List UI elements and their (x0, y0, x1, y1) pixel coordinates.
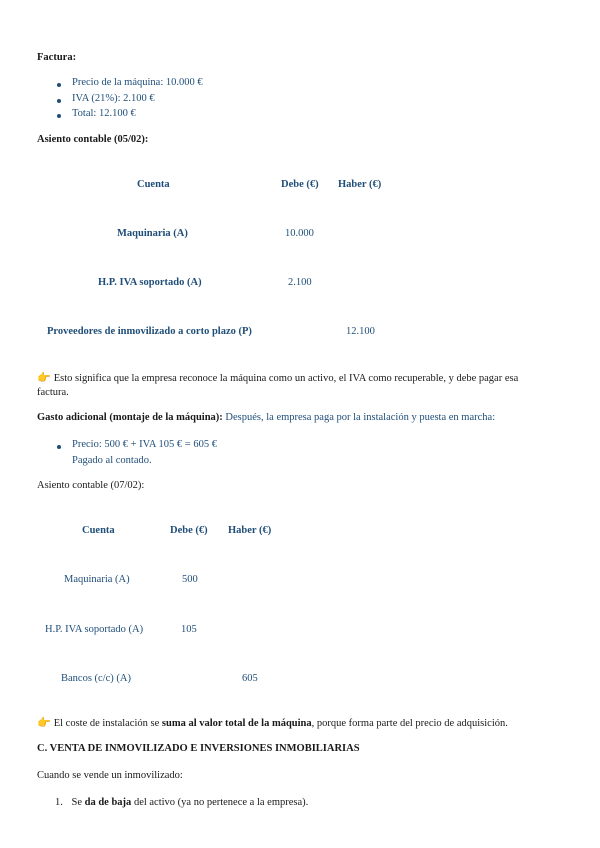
section-c-item1-pre: Se (71, 797, 85, 808)
asiento1-heading: Asiento contable (05/02): (37, 134, 149, 145)
bullet-icon (57, 114, 61, 118)
section-c-item1-number: 1. (55, 797, 63, 808)
note2-bold: suma al valor total de la máquina (161, 718, 312, 729)
factura-heading: Factura: (37, 52, 77, 63)
asiento2-row3-cuenta: Bancos (c/c) (A) (61, 673, 131, 684)
asiento2-header-haber: Haber (€) (228, 525, 272, 536)
bullet-icon (57, 445, 61, 449)
note2-line (37, 716, 508, 729)
note2-post: , porque forma parte del precio de adquisición. (311, 718, 508, 729)
note2-pre: El coste de instalación se (53, 718, 162, 729)
asiento2-row1-cuenta: Maquinaria (A) (64, 574, 130, 585)
section-c-item1 (55, 797, 308, 808)
section-c-intro: Cuando se vende un inmovilizado: (37, 770, 183, 781)
gasto-item-line2: Pagado al contado. (72, 455, 152, 466)
factura-item-iva: IVA (21%): 2.100 € (72, 93, 155, 104)
asiento2-row1-debe: 500 (182, 574, 198, 585)
asiento2-row2-cuenta: H.P. IVA soportado (A) (45, 624, 144, 635)
asiento1-header-haber: Haber (€) (338, 179, 382, 190)
asiento1-row1-debe: 10.000 (285, 228, 314, 239)
asiento1-row1-cuenta: Maquinaria (A) (117, 228, 188, 239)
pointing-hand-icon: 👉 (37, 372, 51, 384)
section-c-heading: C. VENTA DE INMOVILIZADO E INVERSIONES INMOBILIARIAS (37, 743, 360, 754)
asiento1-row3-cuenta: Proveedores de inmovilizado a corto plazo (P) (47, 326, 252, 337)
asiento2-row3-haber: 605 (242, 673, 258, 684)
note1-line1 (37, 371, 518, 384)
gasto-paragraph (37, 412, 495, 423)
factura-item-precio: Precio de la máquina: 10.000 € (72, 77, 203, 88)
pointing-hand-icon: 👉 (37, 717, 51, 729)
asiento1-row3-haber: 12.100 (346, 326, 375, 337)
bullet-icon (57, 83, 61, 87)
asiento2-header-debe: Debe (€) (170, 525, 208, 536)
section-c-item1-bold: da de baja (84, 797, 132, 808)
note1-line2: factura. (37, 387, 69, 398)
gasto-text: Después, la empresa paga por la instalación y puesta en marcha: (222, 412, 496, 423)
note1-text: Esto significa que la empresa reconoce la máquina como un activo, el IVA como recuperable, y debe pagar esa (53, 373, 519, 384)
asiento1-row2-cuenta: H.P. IVA soportado (A) (98, 277, 202, 288)
factura-item-total: Total: 12.100 € (72, 108, 136, 119)
asiento2-heading: Asiento contable (07/02): (37, 480, 145, 491)
section-c-item1-post: del activo (ya no pertenece a la empresa). (131, 797, 309, 808)
gasto-label: Gasto adicional (montaje de la máquina): (37, 412, 223, 423)
asiento1-row2-debe: 2.100 (288, 277, 312, 288)
bullet-icon (57, 99, 61, 103)
gasto-item-line1: Precio: 500 € + IVA 105 € = 605 € (72, 439, 217, 450)
asiento2-header-cuenta: Cuenta (82, 525, 115, 536)
asiento1-header-cuenta: Cuenta (137, 179, 170, 190)
asiento1-header-debe: Debe (€) (281, 179, 319, 190)
asiento2-row2-debe: 105 (181, 624, 197, 635)
